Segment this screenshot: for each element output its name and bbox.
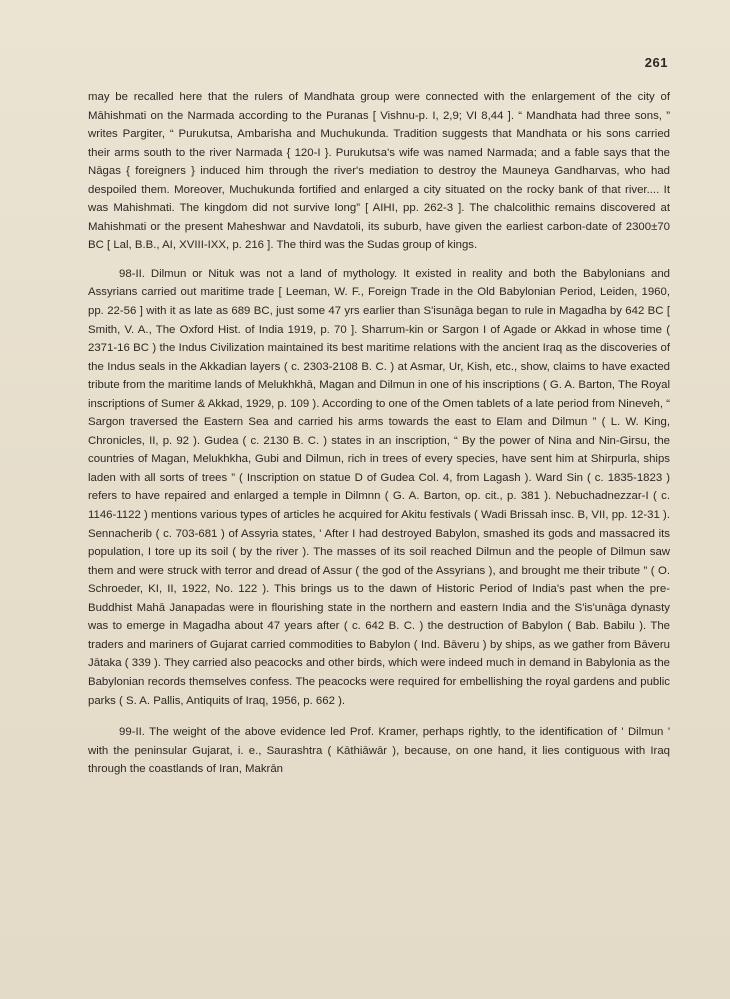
page-number: 261 — [644, 55, 668, 70]
body-text — [88, 88, 670, 779]
paragraph-mandhata: may be recalled here that the rulers of Mandhata group were connected with the enlargement of the city of Māhishmati on the Narmada according to the Puranas [ Vishnu-p. I, 2,9; VI 8,44 ]. “ Mandhata had three sons, ” writes Pargiter, “ Purukutsa, Ambarisha and Muchukunda. Tradition suggests that Mandhata or his sons carried their arms south to the river Narmada { 120-I }. Purukutsa's wife was named Narmada; and a fable says that the Nāgas { foreigners } induced him through the river's mediation to destroy the Mauneya Gandharvas, who had despoiled them. Moreover, Muchukunda fortified and enlarged a city situated on the rocky bank of that river.... It was Mahishmati. The kingdom did not survive long” [ AIHI, pp. 262-3 ]. The chalcolithic remains discovered at Mahishmati or the present Maheshwar and Navdatoli, its suburb, have given the earliest carbon-date of 2300±70 BC [ Lal, B.B., AI, XVIII-IXX, p. 216 ]. The third was the Sudas group of kings. — [88, 91, 670, 252]
paragraph-98-ii-dilmun: 98-II. Dilmun or Nituk was not a land of mythology. It existed in reality and both the Babylonians and Assyrians carried out maritime trade [ Leeman, W. F., Foreign Trade in the Old Babylonian Period, Leiden, 1960, pp. 22-56 ] with it as late as 689 BC, just some 47 yrs earlier than S'isunāga began to rule in Magadha by 642 BC [ Smith, V. A., The Oxford Hist. of India 1919, p. 70 ]. Sharrum-kin or Sargon I of Agade or Akkad in whose time ( 2371-16 BC ) the Indus Civilization maintained its best maritime relations with the ancient Iraq as the discoveries of the Indus seals in the Akkadian layers ( c. 2303-2108 B. C. ) at Asmar, Ur, Kish, etc., show, claims to have exacted tribute from the maritime lands of Melukhkhā, Magan and Dilmun in one of his inscriptions ( G. A. Barton, The Royal inscriptions of Sumer & Akkad, 1929, p. 109 ). According to one of the Omen tablets of a late period from Nineveh, “ Sargon traversed the Eastern Sea and carried his arms towards the east to Elam and Dilmun ” ( L. W. King, Chronicles, II, p. 92 ). Gudea ( c. 2130 B. C. ) states in an inscription, “ By the power of Nina and Nin-Girsu, the countries of Magan, Melukhkha, Gubi and Dilmun, rich in trees of every species, have sent him at Shirpurla, ships laden with all sorts of trees ” ( Inscription on statue D of Gudea Col. 4, from Lagash ). Ward Sin ( c. 1835-1823 ) refers to have repaired and enlarged a temple in Dilmnn ( G. A. Barton, op. cit., p. 381 ). Nebuchadnezzar-I ( c. 1146-1122 ) mentions various types of articles he acquired for Akitu festivals ( Wadi Brissah insc. B, VII, pp. 12-31 ). Sennacherib ( c. 703-681 ) of Assyria states, ' After I had destroyed Babylon, smashed its gods and massacred its population, I tore up its soil ( by the river ). The masses of its soil reached Dilmun and the people of Dilmun saw them and were struck with terror and dread of Assur ( the god of the Assyrians ), and brought me their tribute ” ( O. Schroeder, KI, II, 1922, No. 122 ). This brings us to the dawn of Historic Period of India's past when the pre-Buddhist Mahā Janapadas were in flourishing state in the northern and eastern India and the S'is'unāga dynasty was to emerge in Magadha about 47 years after ( c. 642 B. C. ) the destruction of Babylon ( Bab. Babilu ). The traders and mariners of Gujarat carried commodities to Babylon ( Ind. Bāveru ) by ships, as we gather from Bāveru Jātaka ( 339 ). They carried also peacocks and other birds, which were indeed much in demand in Babylonia as the Babylonian records themselves confess. The peacocks were required for embellishing the royal gardens and public parks ( S. A. Pallis, Antiquits of Iraq, 1956, p. 662 ). — [88, 267, 670, 707]
paragraph-99-ii-kramer: 99-II. The weight of the above evidence led Prof. Kramer, perhaps rightly, to the identification of ' Dilmun ' with the peninsular Gujarat, i. e., Saurashtra ( Kāthiāwār ), because, on one hand, it lies contiguous with Iraq through the coastlands of Iran, Makrān — [88, 726, 670, 776]
